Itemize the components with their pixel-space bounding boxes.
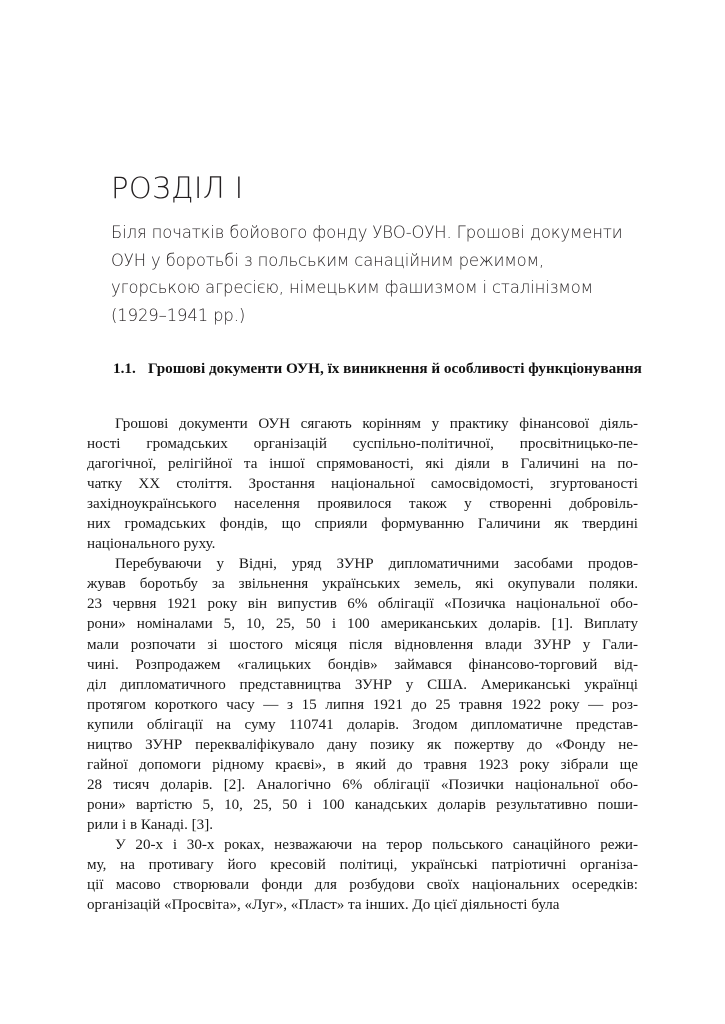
text-line: ції масово створювали фонди для розбудови своїх національних осередків:	[87, 877, 638, 894]
text-line: Грошові документи ОУН сягають корінням у практику фінансової діяль-	[115, 416, 638, 432]
paragraph	[87, 554, 638, 835]
chapter-title: РОЗДІЛ І	[111, 171, 244, 205]
text-line: 28 тисяч доларів. [2]. Аналогічно 6% облігації «Позички національної обо-	[87, 776, 638, 793]
section-title: Грошові документи ОУН, їх виникнення й особливості функціонування	[148, 360, 642, 377]
section-heading	[113, 357, 645, 380]
paragraph	[87, 835, 638, 915]
text-line: жував боротьбу за звільнення українських земель, які окупували поляки.	[87, 576, 638, 593]
text-line: ності громадських організацій суспільно-політичної, просвітницько-пе-	[87, 436, 638, 453]
text-line: купили облігації на суму 110741 доларів. Згодом дипломатичне представ-	[87, 716, 638, 733]
text-line: протягом короткого часу — з 15 липня 1921 до 25 травня 1922 року — роз-	[87, 696, 638, 713]
section-number: 1.1.	[113, 360, 136, 377]
text-line: рони» вартістю 5, 10, 25, 50 і 100 канадських доларів результативно поши-	[87, 796, 638, 813]
text-line: мали розпочати зі шостого місяця після відновлення влади ЗУНР у Гали-	[87, 636, 638, 653]
text-line: гайної допомоги рідному краєві», в який до травня 1923 року зібрали ще	[87, 756, 638, 773]
text-line: діл дипломатичного представництва ЗУНР у США. Американські українці	[87, 676, 638, 693]
text-line: чині. Розпродажем «галицьких бондів» займався фінансово-торговий від-	[87, 656, 638, 673]
text-line: них громадських фондів, що сприяли формуванню Галичини як твердині	[87, 516, 638, 533]
text-line: ництво ЗУНР перекваліфікувало дану позику як пожертву до «Фонду не-	[87, 736, 638, 753]
paragraph	[87, 414, 638, 554]
text-line: чатку XX століття. Зростання національної самосвідомості, згуртованості	[87, 476, 638, 493]
chapter-heading-block	[111, 173, 661, 329]
text-line: У 20-х і 30-х роках, незважаючи на терор польського санаційного режи-	[115, 836, 638, 853]
chapter-subtitle-line: угорською агресією, німецьким фашизмом і сталінізмом	[111, 278, 593, 298]
text-line: національного руху.	[87, 536, 216, 553]
chapter-subtitle-line: (1929–1941 рр.)	[111, 305, 246, 325]
text-line: му, на противагу його кресовій політиці, українські патріотичні організа-	[87, 857, 638, 874]
text-line: рили і в Канаді. [3].	[87, 816, 214, 833]
text-line: західноукраїнського населення проявилося також у створенні добровіль-	[87, 496, 638, 513]
text-line: Перебуваючи у Відні, уряд ЗУНР дипломатичними засобами продов-	[115, 556, 638, 573]
text-line: дагогічної, релігійної та іншої спрямованості, які діяли в Галичині на по-	[87, 456, 638, 473]
chapter-subtitle	[111, 219, 661, 329]
text-line: 23 червня 1921 року він випустив 6% облігації «Позичка національної обо-	[87, 596, 638, 613]
chapter-subtitle-line: Біля початків бойового фонду УВО-ОУН. Грошові документи	[111, 223, 623, 243]
text-line: організацій «Просвіта», «Луг», «Пласт» та інших. До цієї діяльності була	[87, 897, 560, 914]
text-line: рони» номіналами 5, 10, 25, 50 і 100 американських доларів. [1]. Виплату	[87, 616, 638, 633]
body-text	[87, 414, 638, 915]
chapter-subtitle-line: ОУН у боротьбі з польським санаційним режимом,	[111, 250, 544, 270]
